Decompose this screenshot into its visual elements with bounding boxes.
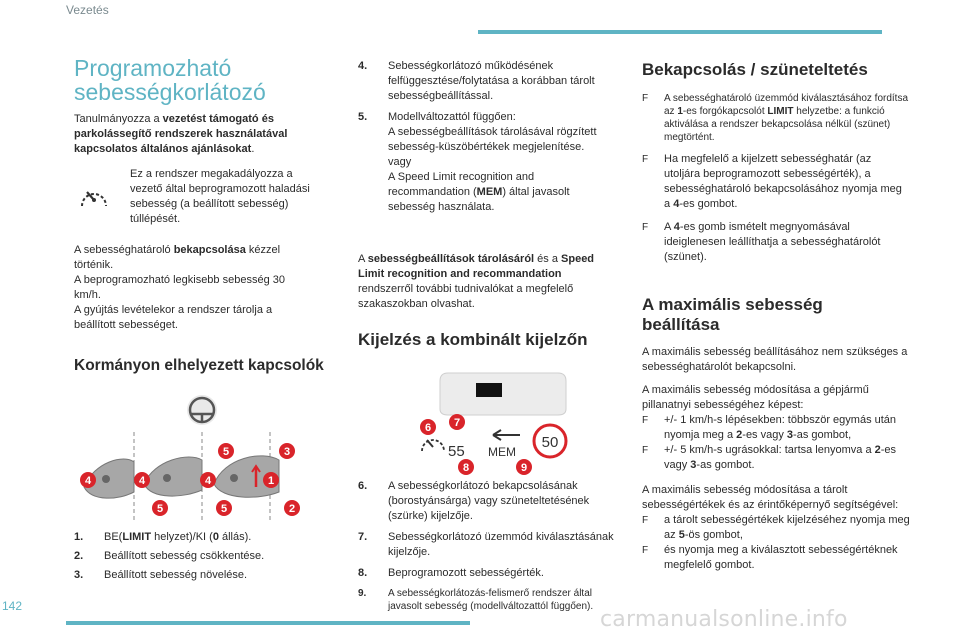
svg-text:5: 5	[156, 503, 164, 515]
svg-text:4: 4	[138, 475, 146, 487]
list-item: 2. Beállított sebesség csökkentése.	[74, 550, 265, 562]
list-item: F és nyomja meg a kiválasztott sebességértéknek megfelelő gombot.	[642, 544, 898, 571]
list-item: 7. Sebességkorlátozó üzemmód kiválasztásának kijelzője.	[358, 531, 614, 558]
icon-description: Ez a rendszer megakadályozza a vezető által beprogramozott haladási sebesség (a beállított sebesség) túllépését.	[130, 168, 310, 225]
svg-text:7: 7	[453, 417, 461, 429]
subtitle-instrument-display: Kijelzés a kombinált kijelzőn	[358, 330, 588, 349]
svg-text:6: 6	[424, 422, 432, 434]
controls-list	[74, 530, 314, 583]
list-item: F a tárolt sebességértékek kijelzéséhez nyomja meg az 5-ös gombot,	[642, 514, 910, 541]
intro-text: Tanulmányozza a vezetést támogató és parkolássegítő rendszerek használatával kapcsolatos általános ajánlásokat.	[74, 113, 288, 155]
list-item: F A 4-es gomb ismételt megnyomásával ideiglenesen leállíthatja a sebességhatárolót (szünet).	[642, 221, 881, 263]
list-item: F A sebességhatároló üzemmód kiválasztásához fordítsa az 1-es forgókapcsolót LIMIT helyzetbe: a funkció aktiválása a rendszer bekapcsolása nélkül (szünet) megtörtént.	[642, 93, 909, 143]
list-item: 6. A sebességkorlátozó bekapcsolásának (borostyánsárga) vagy szüneteltetésének (szürke) kijelzője.	[358, 480, 590, 522]
arrow-left-icon	[493, 430, 520, 440]
max-speed-text: A maximális sebesség beállításához nem szükséges a sebességhatárolót bekapcsolni. A maximális sebesség módosítása a gépjármű pillanatnyi sebességéhez képest: F +/- 1 km/h-s lépésekben: többször egymás után nyomja meg a 2-es vagy 3-as gombot, F +/- 5 km/h-s ugrásokkal: tartsa lenyomva a 2-es vagy 3-as gombot. A maximális sebesség módosítása a tárolt sebességértékek és az érintőképernyő segítségével: F a tárolt sebességértékek kijelzéséhez nyomja meg az 5-ös gombot, F és nyomja meg a kiválasztott sebességértéknek megfelelő gombot.	[642, 346, 910, 571]
display-list	[358, 479, 620, 613]
arrow-bullet-icon: F	[642, 515, 649, 526]
list-item: 8. Beprogramozott sebességérték.	[358, 567, 544, 579]
subtitle-max-speed: A maximális sebesség beállítása	[642, 295, 823, 334]
list-item: 5. Modellváltozattól függően: A sebességbeállítások tárolásával rögzített sebesség-küszöbértékek megjelenítése. vagy A Speed Limit recognition and recommandation (MEM) által javasolt sebesség használata.	[358, 111, 597, 213]
stalk-middle	[144, 457, 202, 496]
list-item: F Ha megfelelő a kijelzett sebességhatár (az utoljára beprogramozott sebességérték), a sebességhatároló bekapcsolásához nyomja meg a 4-es gombot.	[642, 153, 902, 210]
watermark: carmanualsonline.info	[600, 607, 848, 632]
subtitle-steering-controls: Kormányon elhelyezett kapcsolók	[74, 357, 324, 374]
activation-text: A sebességhatároló bekapcsolása kézzel történik. A beprogramozható legkisebb sebesség 30 km/h. A gyújtás levételekor a rendszer tárolja a beállított sebességet.	[74, 244, 285, 331]
list-item: 9. A sebességkorlátozás-felismerő rendszer által javasolt sebesség (modellváltozattól függően).	[358, 588, 594, 612]
svg-text:1: 1	[267, 475, 275, 487]
svg-text:4: 4	[204, 475, 212, 487]
arrow-bullet-icon: F	[642, 545, 649, 556]
arrow-bullet-icon: F	[642, 93, 649, 104]
list-item: 4. Sebességkorlátozó működésének felfüggesztése/folytatása a korábban tárolt sebességbeállítással.	[358, 60, 595, 102]
subtitle-activation-pause: Bekapcsolás / szüneteltetés	[642, 60, 868, 79]
speedometer-limit-icon	[76, 180, 112, 216]
arrow-bullet-icon: F	[642, 222, 649, 233]
display-screen	[476, 383, 502, 397]
speed-limit-sign	[534, 425, 566, 457]
reference-text: A sebességbeállítások tárolásáról és a Speed Limit recognition and recommandation rendszerről további tudnivalókat a megfelelő szakaszokban olvashat.	[358, 253, 595, 310]
page-number: 142	[2, 599, 23, 613]
list-item: F +/- 5 km/h-s ugrásokkal: tartsa lenyomva a 2-es vagy 3-as gombot.	[642, 444, 897, 471]
svg-text:8: 8	[462, 462, 470, 474]
svg-text:2: 2	[288, 503, 296, 515]
section-header: Vezetés	[66, 3, 109, 17]
svg-text:5: 5	[222, 446, 230, 458]
arrow-bullet-icon: F	[642, 445, 649, 456]
svg-text:4: 4	[84, 475, 92, 487]
steering-wheel-icon	[187, 395, 217, 425]
list-item: 1. BE(LIMIT helyzet)/KI (0 állás).	[74, 531, 252, 543]
svg-text:3: 3	[283, 446, 291, 458]
page-title: Programozható sebességkorlátozó	[74, 55, 266, 105]
col2-list	[358, 59, 606, 215]
svg-text:MEM: MEM	[488, 445, 516, 459]
speedometer-limit-icon	[422, 440, 444, 451]
list-item: F +/- 1 km/h-s lépésekben: többször egymás után nyomja meg a 2-es vagy 3-as gombot,	[642, 414, 897, 441]
svg-text:50: 50	[541, 434, 559, 451]
svg-text:5: 5	[220, 503, 228, 515]
list-item: 3. Beállított sebesség növelése.	[74, 569, 248, 581]
instrument-display-diagram	[408, 365, 598, 477]
arrow-bullet-icon: F	[642, 154, 649, 165]
bottom-accent-bar	[66, 621, 470, 625]
arrow-bullet-icon: F	[642, 415, 649, 426]
svg-text:9: 9	[520, 462, 528, 474]
steering-controls-diagram	[74, 392, 314, 522]
activation-steps	[642, 92, 910, 265]
top-accent-bar	[478, 30, 882, 34]
svg-text:55: 55	[448, 443, 465, 460]
